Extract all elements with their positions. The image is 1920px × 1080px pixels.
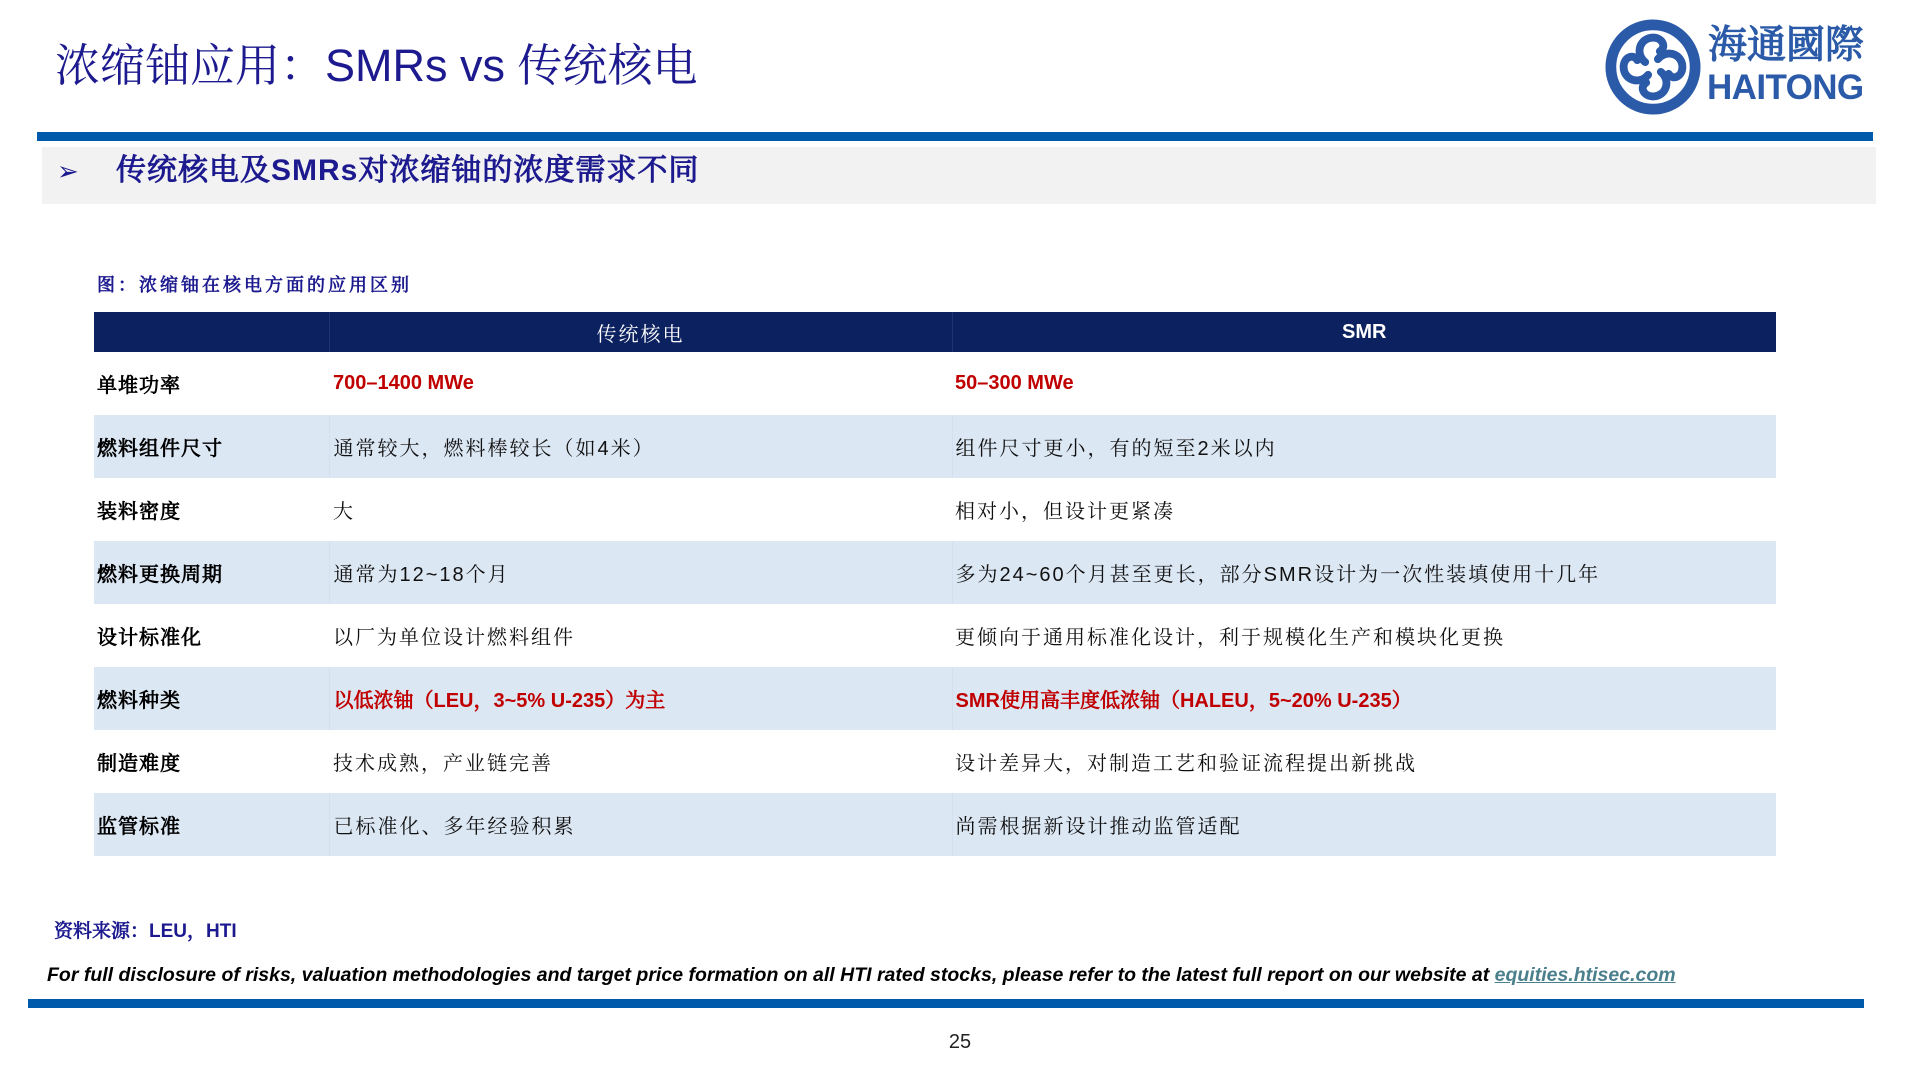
source-note: 资料来源：LEU，HTI <box>54 921 237 942</box>
traditional-value: 已标准化、多年经验积累 <box>329 793 952 856</box>
table-row <box>94 667 1776 730</box>
traditional-value: 大 <box>333 501 355 523</box>
row-label: 燃料组件尺寸 <box>94 415 329 478</box>
section-heading: 传统核电及SMRs对浓缩铀的浓度需求不同 <box>116 154 700 187</box>
table-row <box>94 415 1776 478</box>
page-number: 25 <box>948 1031 972 1053</box>
table-row <box>94 352 1776 415</box>
header-cell-attribute <box>94 312 329 352</box>
header-divider-bar <box>37 132 1873 141</box>
disclaimer <box>47 962 1676 988</box>
traditional-value: 通常为12~18个月 <box>329 541 952 604</box>
smr-value: SMR使用高丰度低浓铀（HALEU，5~20% U-235） <box>952 667 1776 730</box>
row-label: 监管标准 <box>94 793 329 856</box>
slide-title: 浓缩铀应用：SMRs vs 传统核电 <box>55 40 698 91</box>
table-row <box>94 478 1776 541</box>
smr-value: 更倾向于通用标准化设计，利于规模化生产和模块化更换 <box>955 627 1505 649</box>
traditional-value: 以厂为单位设计燃料组件 <box>333 627 575 649</box>
row-label: 设计标准化 <box>97 627 202 649</box>
row-label: 燃料更换周期 <box>94 541 329 604</box>
header-cell-traditional: 传统核电 <box>329 312 952 352</box>
row-label: 装料密度 <box>97 501 181 523</box>
haitong-emblem-icon <box>1604 18 1702 116</box>
row-label: 燃料种类 <box>94 667 329 730</box>
traditional-value: 技术成熟，产业链完善 <box>333 753 553 775</box>
table-row <box>94 604 1776 667</box>
smr-value: 尚需根据新设计推动监管适配 <box>952 793 1776 856</box>
logo-english-text: HAITONG <box>1707 68 1864 107</box>
comparison-table <box>94 312 1776 856</box>
table-header-row <box>94 312 1776 352</box>
smr-value: 组件尺寸更小，有的短至2米以内 <box>952 415 1776 478</box>
figure-caption: 图：浓缩铀在核电方面的应用区别 <box>97 275 412 295</box>
table-row <box>94 730 1776 793</box>
traditional-value: 以低浓铀（LEU，3~5% U-235）为主 <box>329 667 952 730</box>
traditional-value: 通常较大，燃料棒较长（如4米） <box>329 415 952 478</box>
traditional-value: 700–1400 MWe <box>333 372 474 394</box>
row-label: 制造难度 <box>97 753 181 775</box>
row-label: 单堆功率 <box>97 375 181 397</box>
smr-value: 相对小，但设计更紧凑 <box>955 501 1175 523</box>
disclaimer-text: For full disclosure of risks, valuation methodologies and target price formation on all HTI rated stocks, please refer to the latest full report on our website at <box>47 964 1495 986</box>
haitong-logo <box>1604 16 1874 120</box>
logo-chinese-text: 海通國際 <box>1708 23 1865 68</box>
footer-divider-bar <box>28 999 1864 1008</box>
table-row <box>94 541 1776 604</box>
website-link[interactable]: equities.htisec.com <box>1494 964 1676 986</box>
table-row <box>94 793 1776 856</box>
smr-value: 多为24~60个月甚至更长，部分SMR设计为一次性装填使用十几年 <box>952 541 1776 604</box>
smr-value: 50–300 MWe <box>955 372 1074 394</box>
arrow-bullet-icon: ➢ <box>57 157 79 187</box>
header-cell-smr: SMR <box>952 312 1776 352</box>
smr-value: 设计差异大，对制造工艺和验证流程提出新挑战 <box>955 753 1417 775</box>
